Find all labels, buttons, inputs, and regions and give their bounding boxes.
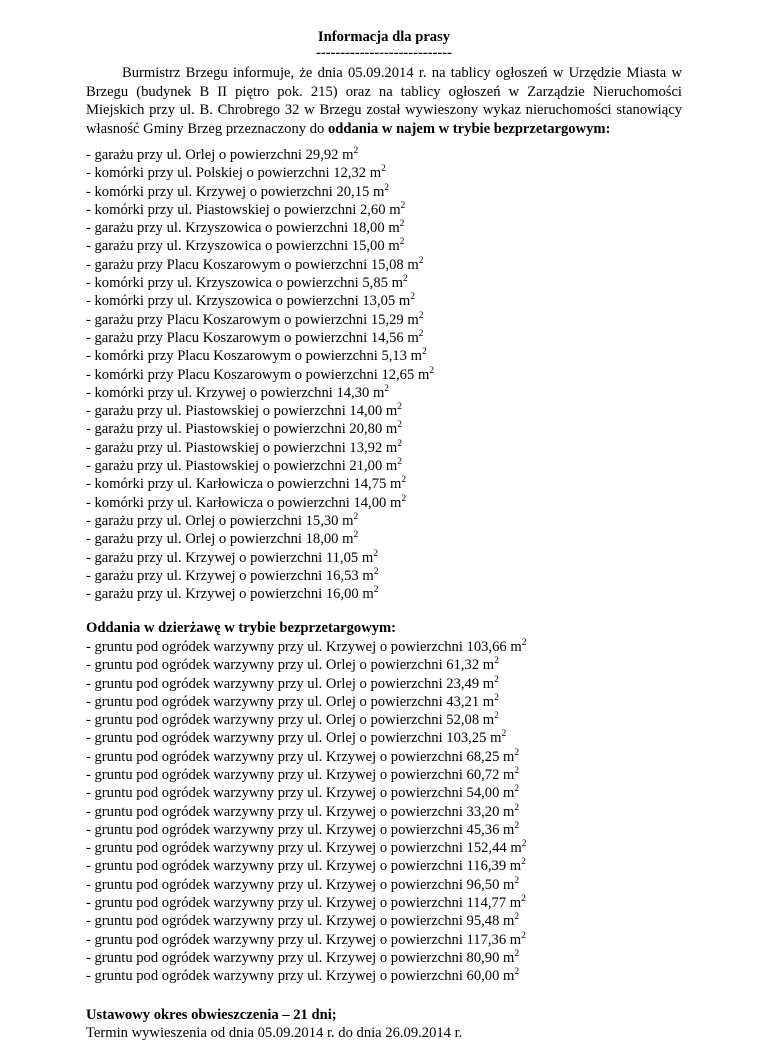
unit-base: m bbox=[503, 748, 515, 765]
list-item bbox=[86, 237, 682, 255]
unit-exponent: 2 bbox=[418, 310, 424, 321]
list-item-text: - komórki przy ul. Karłowicza o powierzchni 14,00 bbox=[86, 494, 390, 511]
unit-exponent: 2 bbox=[514, 747, 520, 758]
lease-items-list bbox=[86, 638, 682, 986]
list-item bbox=[86, 274, 682, 292]
list-item bbox=[86, 512, 682, 530]
unit-exponent: 2 bbox=[494, 656, 499, 667]
unit-base: m bbox=[407, 311, 419, 328]
list-item-text: - gruntu pod ogródek warzywny przy ul. Krzywej o powierzchni 45,36 bbox=[86, 821, 504, 838]
list-item bbox=[86, 876, 682, 894]
list-item-text: - gruntu pod ogródek warzywny przy ul. Krzywej o powierzchni 68,25 bbox=[86, 748, 504, 765]
list-item-text: - komórki przy ul. Krzyszowica o powierzchni 13,05 bbox=[86, 293, 399, 310]
list-item-text: - garażu przy ul. Orlej o powierzchni 29,92 bbox=[86, 147, 343, 163]
list-item-text: - komórki przy ul. Krzyszowica o powierzchni 5,85 bbox=[86, 275, 392, 292]
unit-exponent: 2 bbox=[514, 802, 520, 813]
unit-exponent: 2 bbox=[410, 292, 415, 303]
intro-text: Burmistrz Brzegu informuje, że dnia 05.09.2014 r. na tablicy ogłoszeń w Urzędzie Miasta w Brzegu (budynek B II piętro pok. 215) oraz na tablicy ogłoszeń w Zarządzie Nieruchomości Miejskich przy ul. B. Chrobrego 32 w Brzegu został wywieszony wykaz nieruchomości stanowiący własność Gminy Brzeg przeznaczony do bbox=[86, 65, 682, 137]
list-item bbox=[86, 164, 682, 182]
unit-exponent: 2 bbox=[399, 237, 405, 248]
unit-base: m bbox=[385, 458, 398, 475]
list-item-text: - gruntu pod ogródek warzywny przy ul. Orlej o powierzchni 61,32 bbox=[86, 657, 483, 674]
unit-base: m bbox=[362, 567, 374, 584]
unit-exponent: 2 bbox=[521, 857, 526, 868]
unit-base: m bbox=[510, 638, 522, 655]
list-item bbox=[86, 675, 682, 693]
title-underline: ---------------------------- bbox=[315, 45, 453, 61]
unit-exponent: 2 bbox=[353, 511, 359, 522]
list-item bbox=[86, 766, 682, 784]
list-item-text: - garażu przy Placu Koszarowym o powierzchni 14,56 bbox=[86, 329, 408, 346]
list-item bbox=[86, 949, 682, 967]
list-item bbox=[86, 857, 682, 875]
unit-base: m bbox=[361, 549, 374, 566]
unit-base: m bbox=[407, 256, 419, 273]
unit-base: m bbox=[398, 293, 411, 310]
unit-exponent: 2 bbox=[514, 784, 520, 795]
unit-base: m bbox=[342, 531, 354, 548]
list-item-text: - gruntu pod ogródek warzywny przy ul. Orlej o powierzchni 23,49 bbox=[86, 675, 483, 692]
list-item bbox=[86, 420, 682, 438]
unit-base: m bbox=[503, 821, 515, 838]
list-item bbox=[86, 457, 682, 475]
unit-exponent: 2 bbox=[402, 274, 408, 285]
unit-base: m bbox=[342, 147, 354, 163]
unit-base: m bbox=[482, 693, 495, 710]
unit-base: m bbox=[482, 657, 495, 674]
unit-exponent: 2 bbox=[353, 146, 359, 156]
list-item-text: - gruntu pod ogródek warzywny przy ul. Krzywej o powierzchni 114,77 bbox=[86, 895, 510, 912]
list-item bbox=[86, 146, 682, 164]
list-item bbox=[86, 693, 682, 711]
unit-exponent: 2 bbox=[400, 200, 406, 211]
list-item bbox=[86, 475, 682, 493]
list-item-text: - garażu przy ul. Krzywej o powierzchni 16,53 bbox=[86, 567, 363, 584]
list-item bbox=[86, 366, 682, 384]
unit-exponent: 2 bbox=[514, 912, 520, 923]
list-item bbox=[86, 183, 682, 201]
list-item bbox=[86, 784, 682, 802]
list-item-text: - gruntu pod ogródek warzywny przy ul. Orlej o powierzchni 52,08 bbox=[86, 712, 483, 729]
list-item-text: - garażu przy ul. Piastowskiej o powierzchni 13,92 bbox=[86, 439, 386, 456]
unit-base: m bbox=[503, 876, 515, 893]
unit-exponent: 2 bbox=[399, 219, 405, 230]
list-item bbox=[86, 912, 682, 930]
list-item bbox=[86, 931, 682, 949]
unit-exponent: 2 bbox=[384, 383, 390, 394]
unit-base: m bbox=[389, 476, 402, 493]
unit-exponent: 2 bbox=[373, 585, 379, 596]
unit-exponent: 2 bbox=[397, 438, 403, 449]
list-item-text: - komórki przy ul. Polskiej o powierzchni 12,32 bbox=[86, 165, 370, 182]
list-item bbox=[86, 402, 682, 420]
unit-base: m bbox=[385, 439, 398, 456]
unit-exponent: 2 bbox=[401, 475, 407, 486]
list-item bbox=[86, 292, 682, 310]
footer-text: Termin wywieszenia od dnia 05.09.2014 r. do dnia 26.09.2014 r. bbox=[86, 1025, 463, 1042]
unit-base: m bbox=[372, 384, 385, 401]
unit-exponent: 2 bbox=[514, 948, 520, 959]
list-item bbox=[86, 494, 682, 512]
unit-exponent: 2 bbox=[397, 402, 403, 413]
list-item-text: - gruntu pod ogródek warzywny przy ul. Krzywej o powierzchni 117,36 bbox=[86, 931, 510, 948]
unit-base: m bbox=[385, 421, 398, 438]
unit-exponent: 2 bbox=[429, 365, 435, 376]
list-item bbox=[86, 894, 682, 912]
unit-exponent: 2 bbox=[422, 347, 427, 358]
unit-base: m bbox=[385, 403, 398, 420]
unit-base: m bbox=[510, 840, 522, 857]
list-item-text: - komórki przy Placu Koszarowym o powierzchni 5,13 bbox=[86, 348, 411, 365]
list-item bbox=[86, 201, 682, 219]
list-item-text: - garażu przy Placu Koszarowym o powierzchni 15,08 bbox=[86, 256, 408, 273]
list-item-text: - gruntu pod ogródek warzywny przy ul. Krzywej o powierzchni 80,90 bbox=[86, 949, 504, 966]
unit-base: m bbox=[509, 858, 522, 875]
list-item bbox=[86, 567, 682, 585]
list-item bbox=[86, 384, 682, 402]
intro-bold-text: oddania w najem w trybie bezprzetargowym: bbox=[327, 120, 611, 137]
list-item-text: - garażu przy ul. Piastowskiej o powierzchni 20,80 bbox=[86, 421, 386, 438]
unit-exponent: 2 bbox=[418, 255, 424, 266]
list-item bbox=[86, 439, 682, 457]
list-item bbox=[86, 803, 682, 821]
unit-base: m bbox=[503, 913, 515, 930]
list-item-text: - garażu przy ul. Orlej o powierzchni 18,00 bbox=[86, 531, 343, 548]
footer-heading: Ustawowy okres obwieszczenia – 21 dni; bbox=[86, 1006, 337, 1023]
unit-exponent: 2 bbox=[514, 875, 520, 886]
unit-exponent: 2 bbox=[384, 182, 390, 193]
unit-exponent: 2 bbox=[521, 839, 527, 850]
unit-base: m bbox=[372, 183, 385, 200]
unit-base: m bbox=[417, 366, 430, 383]
list-item bbox=[86, 530, 682, 548]
unit-exponent: 2 bbox=[521, 930, 526, 941]
unit-exponent: 2 bbox=[397, 457, 403, 468]
unit-base: m bbox=[490, 730, 502, 747]
list-item bbox=[86, 821, 682, 839]
unit-base: m bbox=[503, 949, 515, 966]
unit-base: m bbox=[391, 275, 403, 292]
unit-exponent: 2 bbox=[494, 674, 499, 685]
list-item-text: - garażu przy ul. Piastowskiej o powierzchni 14,00 bbox=[86, 403, 386, 420]
list-item bbox=[86, 729, 682, 747]
lease-heading: Oddania w dzierżawę w trybie bezprzetargowym: bbox=[86, 620, 397, 637]
unit-base: m bbox=[482, 712, 495, 729]
unit-exponent: 2 bbox=[418, 328, 424, 339]
list-item-text: - gruntu pod ogródek warzywny przy ul. Krzywej o powierzchni 60,72 bbox=[86, 767, 504, 783]
unit-base: m bbox=[389, 201, 401, 218]
list-item-text: - gruntu pod ogródek warzywny przy ul. Krzywej o powierzchni 60,00 bbox=[86, 968, 504, 985]
unit-base: m bbox=[509, 931, 522, 948]
unit-exponent: 2 bbox=[514, 766, 520, 776]
unit-base: m bbox=[362, 586, 374, 603]
unit-base: m bbox=[482, 675, 495, 692]
list-item-text: - gruntu pod ogródek warzywny przy ul. Krzywej o powierzchni 96,50 bbox=[86, 876, 504, 893]
list-item-text: - gruntu pod ogródek warzywny przy ul. Krzywej o powierzchni 152,44 bbox=[86, 840, 511, 857]
unit-base: m bbox=[503, 767, 515, 783]
list-item-text: - garażu przy ul. Orlej o powierzchni 15,30 bbox=[86, 512, 343, 529]
list-item-text: - komórki przy Placu Koszarowym o powierzchni 12,65 bbox=[86, 366, 418, 383]
list-item bbox=[86, 549, 682, 567]
list-item-text: - gruntu pod ogródek warzywny przy ul. Krzywej o powierzchni 116,39 bbox=[86, 858, 510, 875]
unit-exponent: 2 bbox=[494, 711, 499, 722]
unit-exponent: 2 bbox=[501, 729, 507, 740]
unit-exponent: 2 bbox=[521, 894, 526, 905]
unit-base: m bbox=[388, 220, 400, 237]
unit-exponent: 2 bbox=[521, 637, 527, 648]
list-item bbox=[86, 219, 682, 237]
list-item bbox=[86, 656, 682, 674]
unit-base: m bbox=[389, 494, 402, 511]
list-item bbox=[86, 256, 682, 274]
unit-base: m bbox=[509, 895, 522, 912]
list-item-text: - gruntu pod ogródek warzywny przy ul. Orlej o powierzchni 43,21 bbox=[86, 693, 483, 710]
list-item bbox=[86, 839, 682, 857]
list-item bbox=[86, 347, 682, 365]
unit-exponent: 2 bbox=[494, 692, 499, 703]
rental-items-list bbox=[86, 146, 682, 603]
unit-base: m bbox=[503, 803, 515, 820]
list-item-text: - garażu przy Placu Koszarowym o powierzchni 15,29 bbox=[86, 311, 408, 328]
unit-exponent: 2 bbox=[514, 820, 520, 831]
unit-exponent: 2 bbox=[381, 164, 386, 175]
list-item-text: - gruntu pod ogródek warzywny przy ul. Krzywej o powierzchni 54,00 bbox=[86, 785, 504, 802]
list-item-text: - gruntu pod ogródek warzywny przy ul. Krzywej o powierzchni 33,20 bbox=[86, 803, 504, 820]
unit-exponent: 2 bbox=[514, 967, 520, 978]
unit-base: m bbox=[388, 238, 400, 255]
unit-exponent: 2 bbox=[397, 420, 403, 431]
list-item-text: - komórki przy ul. Krzywej o powierzchni 20,15 bbox=[86, 183, 373, 200]
list-item-text: - gruntu pod ogródek warzywny przy ul. Krzywej o powierzchni 95,48 bbox=[86, 913, 504, 930]
unit-base: m bbox=[342, 512, 354, 529]
list-item bbox=[86, 311, 682, 329]
list-item bbox=[86, 967, 682, 985]
unit-exponent: 2 bbox=[353, 530, 359, 541]
list-item bbox=[86, 638, 682, 656]
list-item-text: - komórki przy ul. Krzywej o powierzchni 14,30 bbox=[86, 384, 373, 401]
list-item-text: - garażu przy ul. Krzywej o powierzchni 16,00 bbox=[86, 586, 363, 603]
unit-base: m bbox=[369, 165, 382, 182]
unit-exponent: 2 bbox=[401, 493, 407, 504]
list-item-text: - garażu przy ul. Krzyszowica o powierzchni 18,00 bbox=[86, 220, 389, 237]
intro-paragraph bbox=[86, 64, 682, 138]
list-item bbox=[86, 711, 682, 729]
list-item-text: - garażu przy ul. Krzywej o powierzchni 11,05 bbox=[86, 549, 362, 566]
list-item-text: - gruntu pod ogródek warzywny przy ul. Krzywej o powierzchni 103,66 bbox=[86, 638, 511, 655]
list-item bbox=[86, 585, 682, 603]
list-item-text: - gruntu pod ogródek warzywny przy ul. Orlej o powierzchni 103,25 bbox=[86, 730, 491, 747]
list-item-text: - komórki przy ul. Karłowicza o powierzchni 14,75 bbox=[86, 476, 390, 493]
list-item-text: - garażu przy ul. Piastowskiej o powierzchni 21,00 bbox=[86, 458, 386, 475]
list-item bbox=[86, 329, 682, 347]
unit-base: m bbox=[407, 329, 419, 346]
unit-base: m bbox=[503, 968, 515, 985]
unit-base: m bbox=[410, 348, 422, 365]
list-item-text: - garażu przy ul. Krzyszowica o powierzchni 15,00 bbox=[86, 238, 389, 255]
list-item bbox=[86, 748, 682, 766]
document-title: Informacja dla prasy bbox=[317, 29, 451, 45]
unit-exponent: 2 bbox=[373, 548, 378, 559]
list-item-text: - komórki przy ul. Piastowskiej o powierzchni 2,60 bbox=[86, 201, 390, 218]
unit-exponent: 2 bbox=[373, 566, 379, 577]
unit-base: m bbox=[503, 785, 515, 802]
